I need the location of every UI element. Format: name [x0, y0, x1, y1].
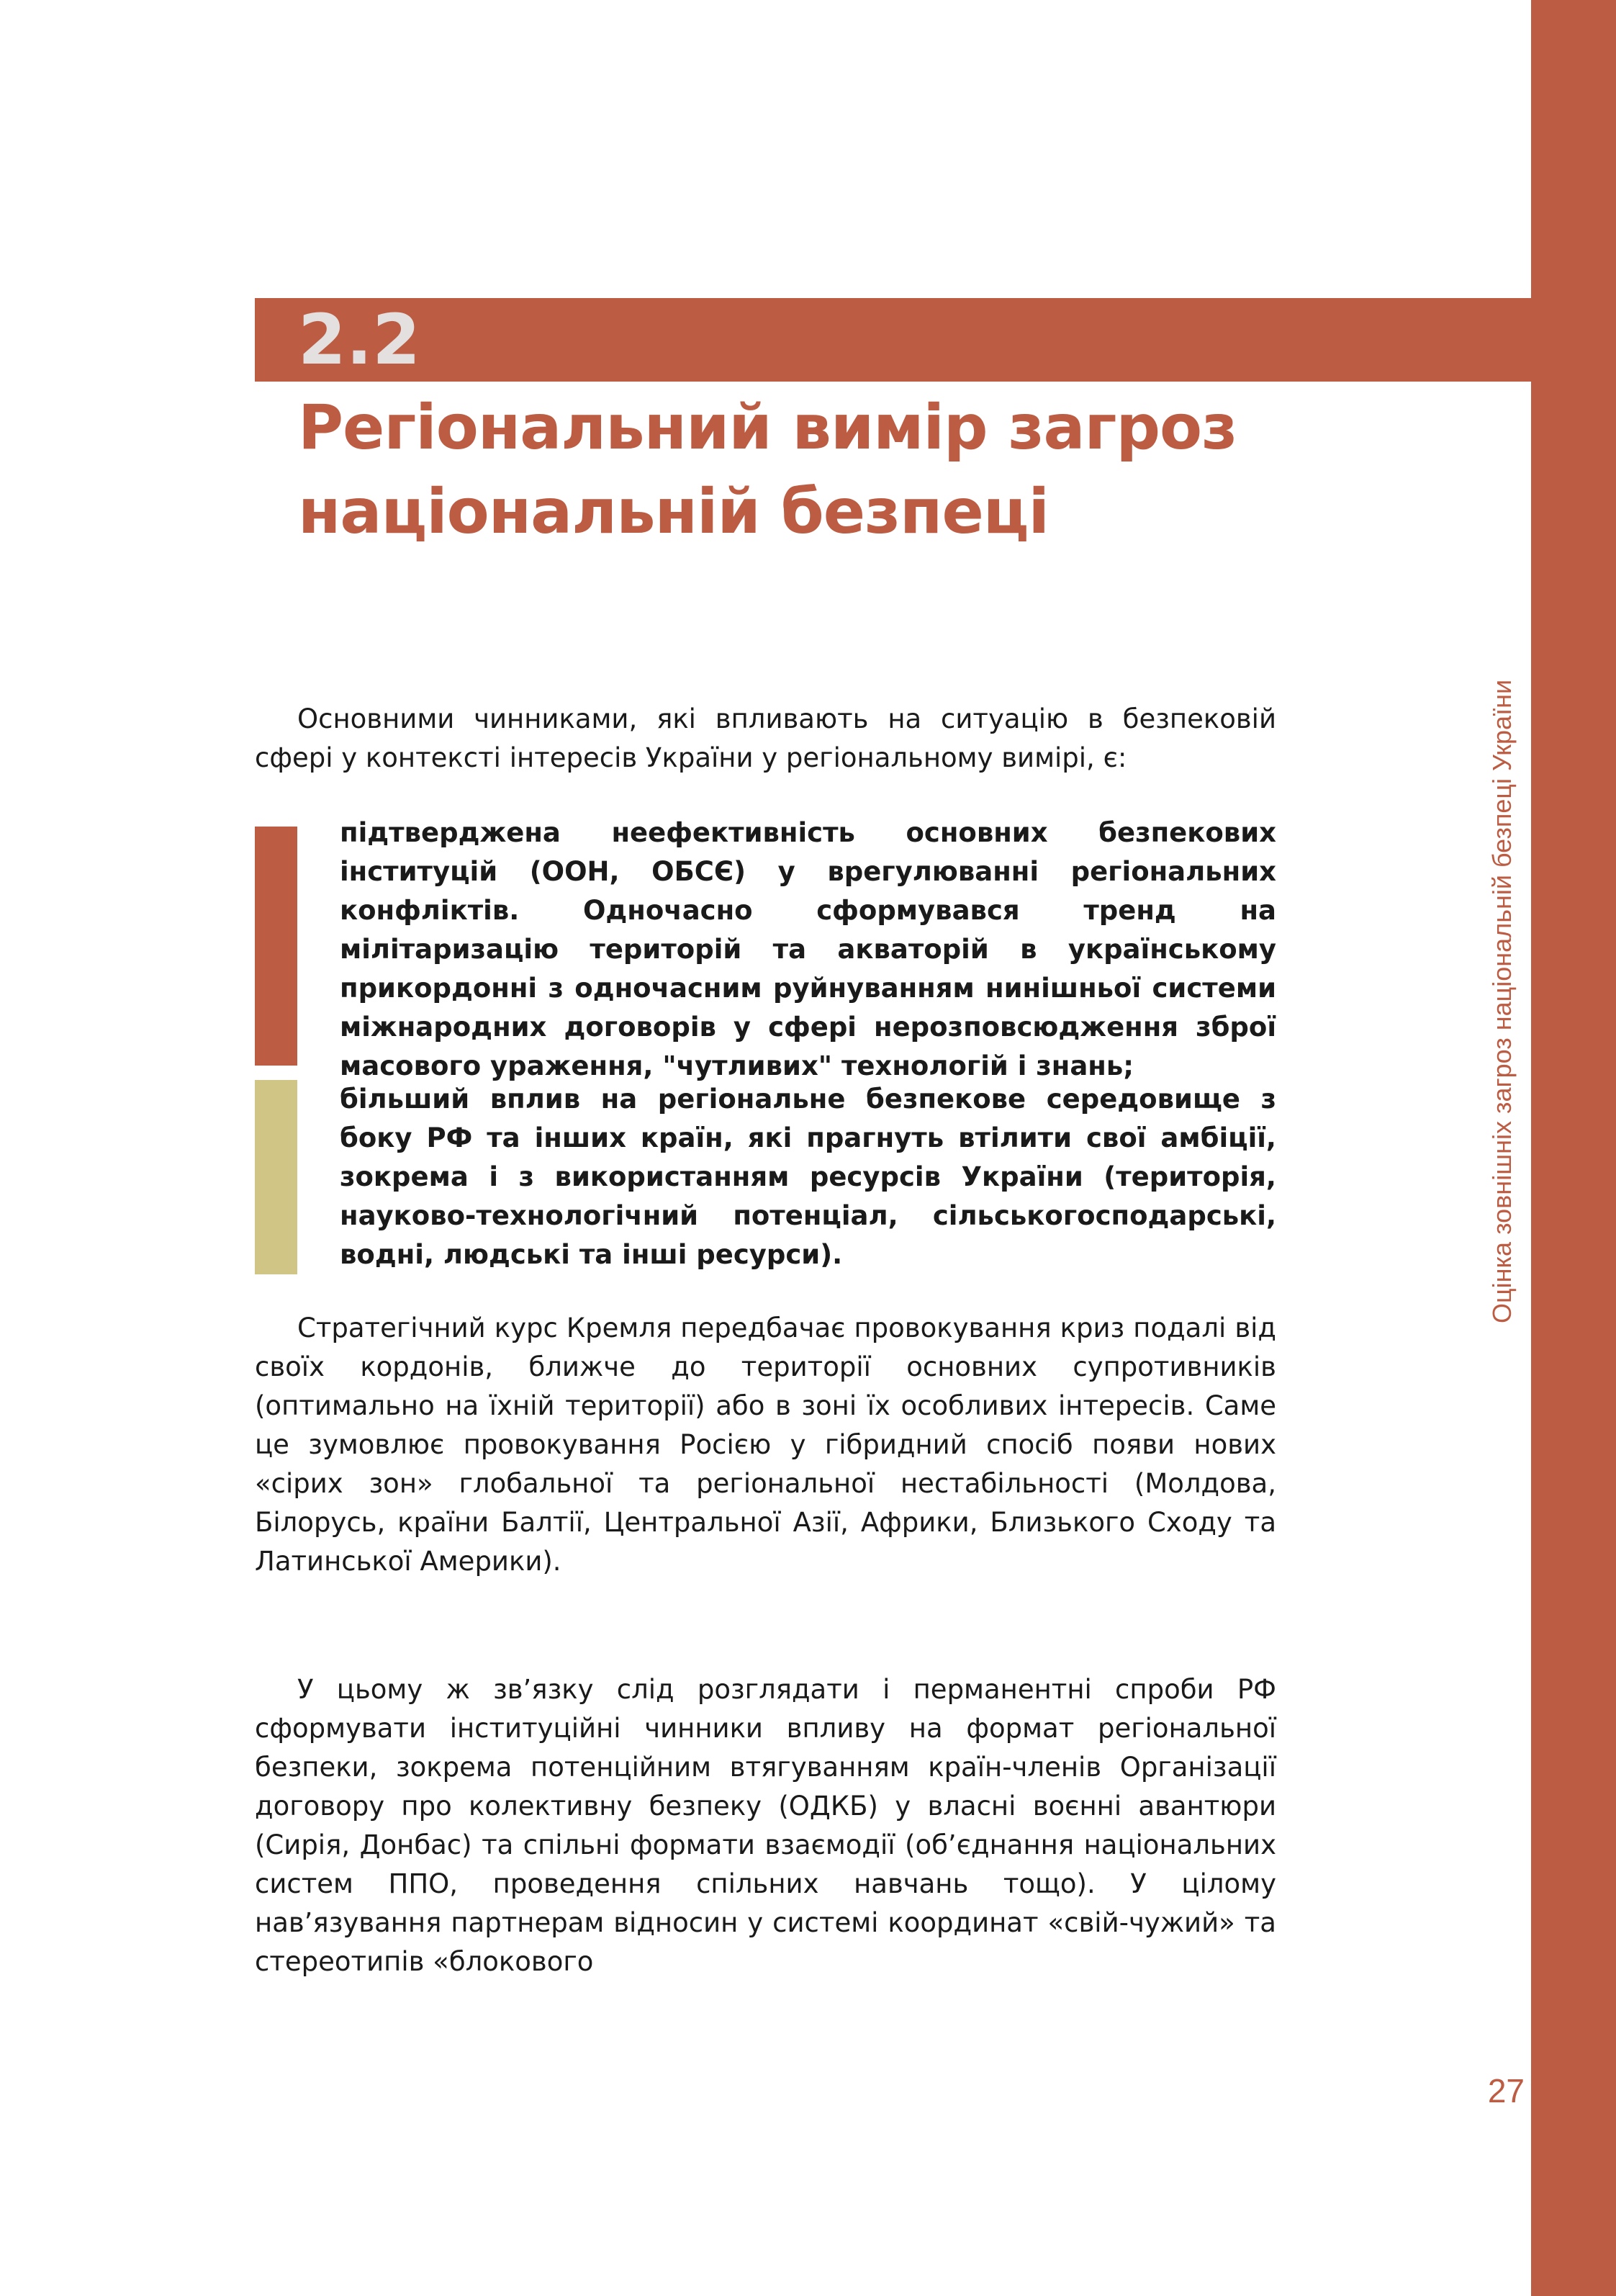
list-item-text: більший вплив на регіональне безпекове середовище з боку РФ та інших країн, які прагнуть втілити свої амбіції, зокрема і з використанням ресурсів України (територія, науково-технологічний потенціал, сільськогосподарські, водні, людські та інші ресурси).	[340, 1084, 1276, 1270]
body-paragraph: Стратегічний курс Кремля передбачає провокування криз подалі від своїх кордонів, ближче до території основних супротивників (оптимально на їхній території) або в зоні їх особливих інтересів. Саме це зумовлює провокування Росією у гібридний спосіб появи нових «сірих зон» глобальної та регіональної нестабільності (Молдова, Білорусь, країни Балтії, Центральної Азії, Африки, Близького Сходу та Латинської Америки).	[255, 1313, 1276, 1577]
page-number: 27	[1487, 2072, 1525, 2110]
factor-list	[255, 814, 1276, 1274]
list-item	[255, 1080, 1276, 1274]
running-title: Оцінка зовнішніх загроз національній безпеці України	[1487, 679, 1517, 1323]
side-color-band	[1531, 0, 1616, 2296]
intro-paragraph: Основними чинниками, які впливають на ситуацію в безпековій сфері у контексті інтересів України у регіональному вимірі, є:	[255, 703, 1276, 773]
list-item	[255, 814, 1276, 1081]
section-title: Регіональний вимір загроз національній безпеці	[298, 392, 1237, 548]
body-paragraph: У цьому ж зв’язку слід розглядати і перманентні спроби РФ сформувати інституційні чинники впливу на формат регіональної безпеки, зокрема потенційним втягуванням країн-членів Організації договору про колективну безпеку (ОДКБ) у власні воєнні авантюри (Сирія, Донбас) та спільні формати взаємодії (об’єднання національних систем ППО, проведення спільних навчань тощо). У цілому нав’язування партнерам відносин у системі координат «свій-чужий» та стереотипів «блокового	[255, 1674, 1276, 1977]
section-number: 2.2	[298, 300, 421, 380]
bullet-marker-bar	[255, 1080, 297, 1274]
list-item-text: підтверджена неефективність основних безпекових інституцій (ООН, ОБСЄ) у врегулюванні регіональних конфліктів. Одночасно сформувався тренд на мілітаризацію територій та акваторій в українському прикордонні з одночасним руйнуванням нинішньої системи міжнародних договорів у сфері нерозповсюдження зброї масового ураження, "чутливих" технологій і знань;	[340, 817, 1276, 1081]
section-header-bar	[255, 298, 1531, 382]
bullet-marker-bar	[255, 827, 297, 1066]
